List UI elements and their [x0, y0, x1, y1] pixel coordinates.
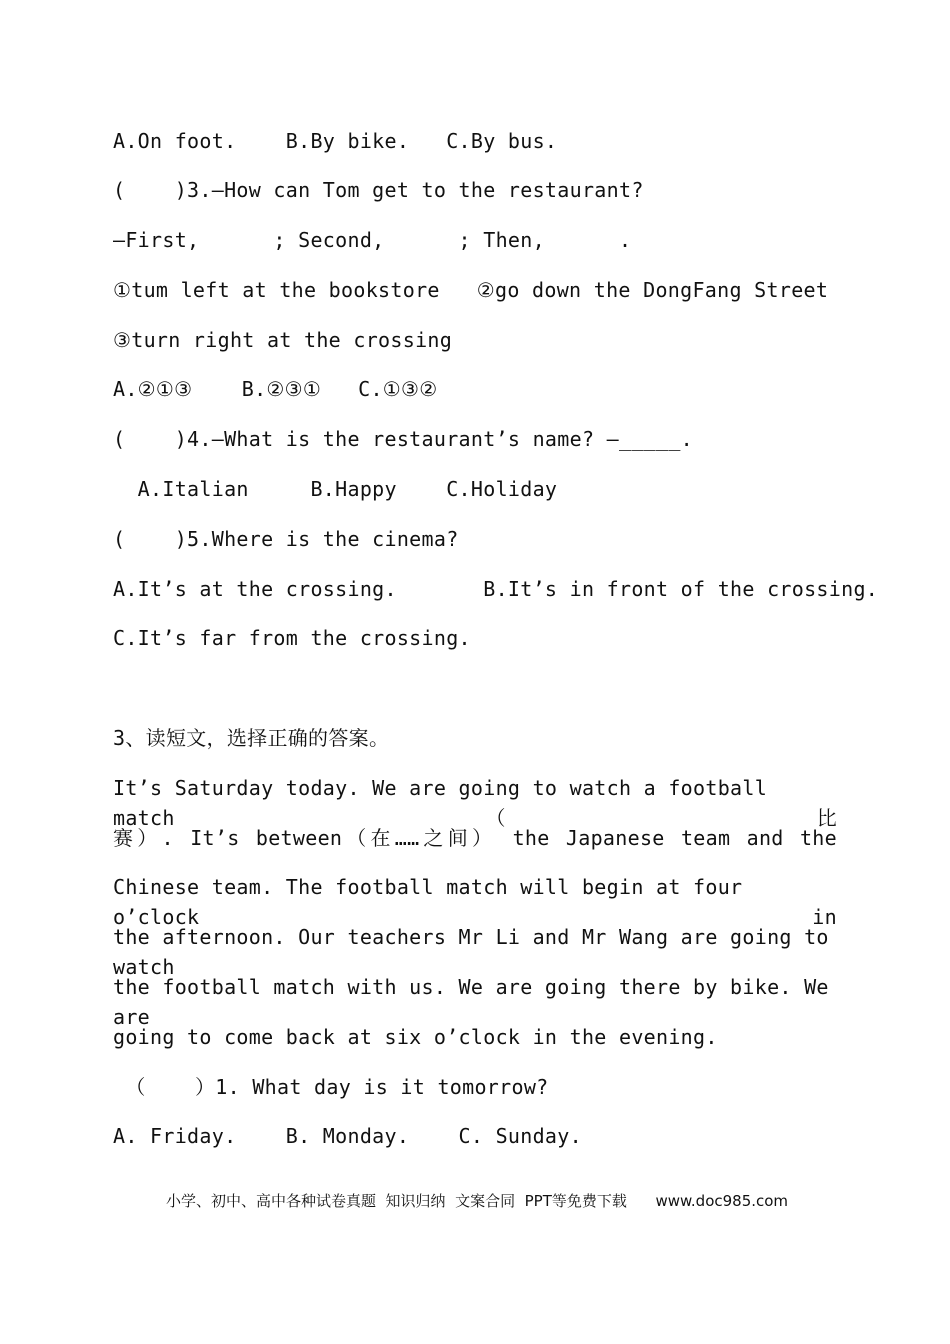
- q3-options: A.②①③ B.②③① C.①③②: [113, 377, 438, 401]
- passage-line-4: the afternoon. Our teachers Mr Li and Mr Wang are going to watch: [113, 925, 829, 979]
- q3-step-3: ③turn right at the crossing: [113, 328, 453, 352]
- q5-options-ab: A.It’s at the crossing. B.It’s in front of the crossing.: [113, 577, 879, 601]
- q2-options: A.On foot. B.By bike. C.By bus.: [113, 129, 558, 153]
- q5-question: ( )5.Where is the cinema?: [113, 527, 459, 551]
- passage-line-3: Chinese team. The football match will begin at four o’clock in: [113, 875, 837, 929]
- passage-line-1: It’s Saturday today. We are going to watch a football match（比: [113, 776, 837, 830]
- q4-question: ( )4.—What is the restaurant’s name? —_____.: [113, 427, 694, 451]
- passage-line-6: going to come back at six o’clock in the evening.: [113, 1025, 718, 1049]
- page-footer: 小学、初中、高中各种试卷真题 知识归纳 文案合同 PPT等免费下载 www.doc985.com: [166, 1192, 789, 1210]
- passage-line-5: the football match with us. We are going there by bike. We are: [113, 975, 829, 1029]
- q5-option-c: C.It’s far from the crossing.: [113, 626, 471, 650]
- s3-q1-question: （ ）1. What day is it tomorrow?: [113, 1075, 549, 1099]
- q3-question: ( )3.—How can Tom get to the restaurant?: [113, 178, 644, 202]
- q3-blanks: —First, ; Second, ; Then, .: [113, 228, 632, 252]
- passage-line-2: 赛）. It’s between（在……之间） the Japanese team and the: [113, 826, 837, 850]
- q3-step-1-2: ①tum left at the bookstore ②go down the DongFang Street: [113, 278, 829, 302]
- s3-q1-options: A. Friday. B. Monday. C. Sunday.: [113, 1124, 582, 1148]
- q4-options: A.Italian B.Happy C.Holiday: [113, 477, 558, 501]
- section-3-heading: 3、读短文，选择正确的答案。: [113, 726, 390, 750]
